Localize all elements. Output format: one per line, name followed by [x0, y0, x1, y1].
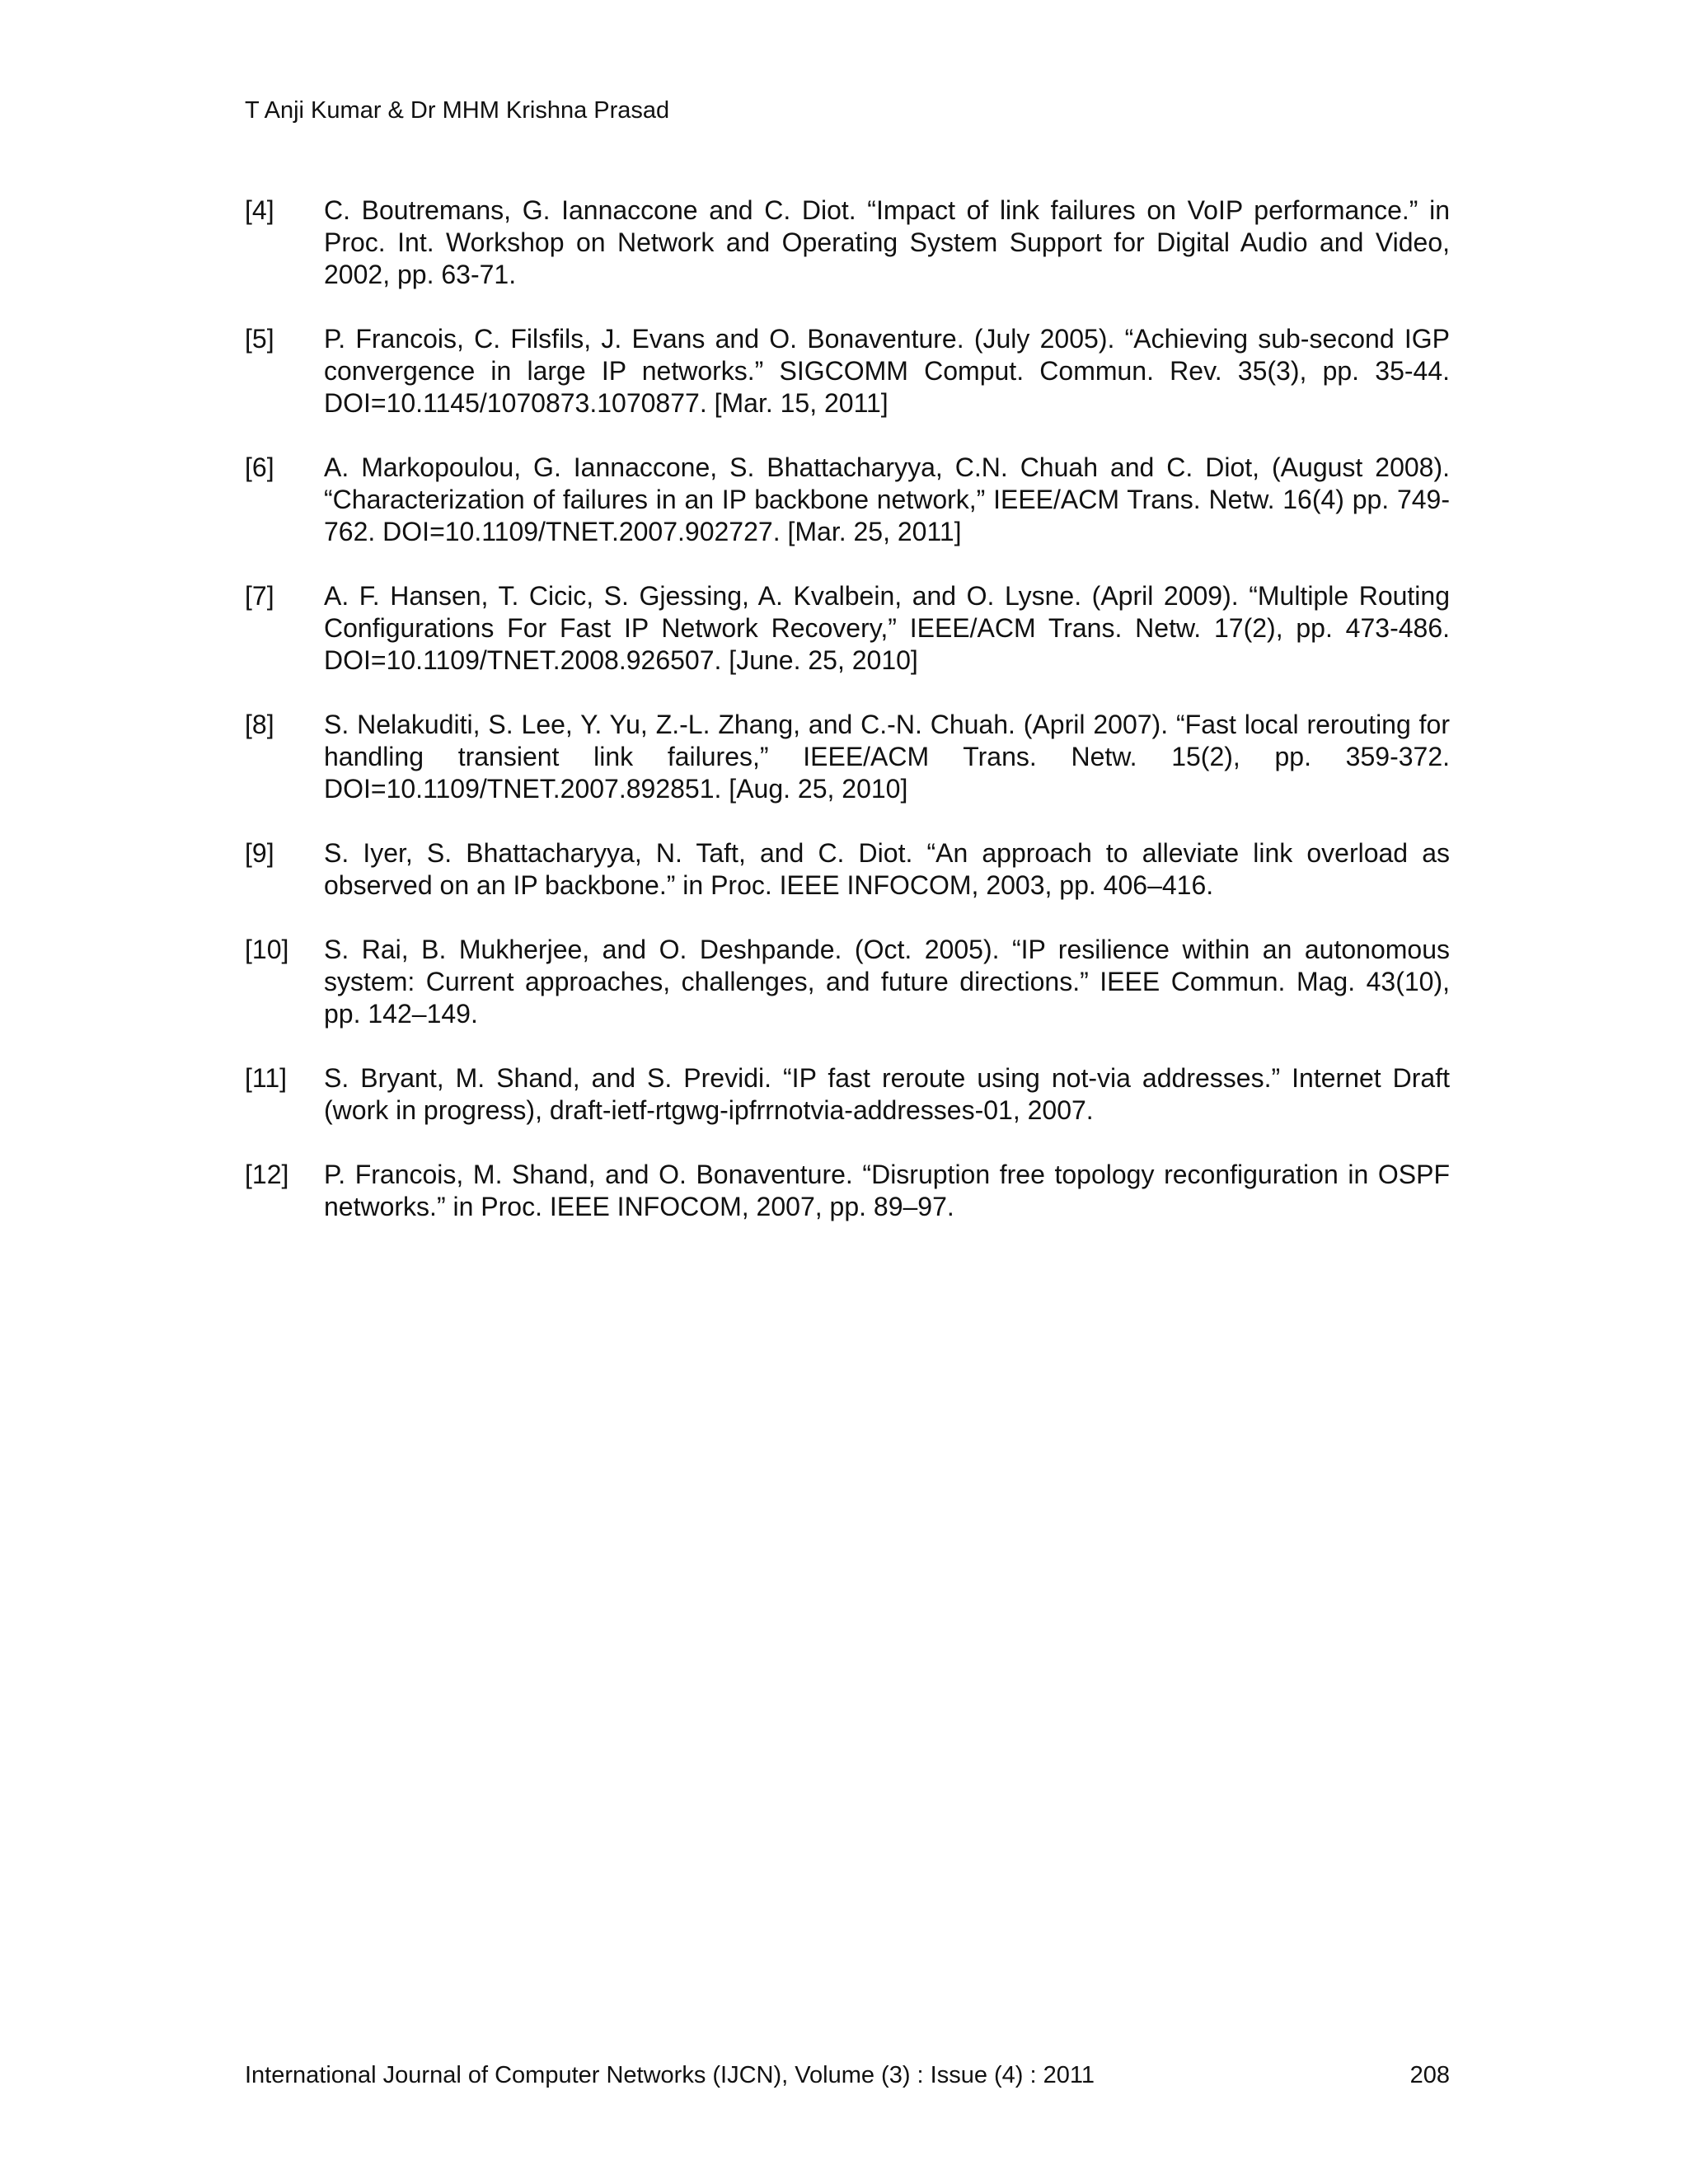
reference-number: [9]	[245, 838, 274, 868]
reference-11	[245, 1062, 1450, 1127]
reference-number: [6]	[245, 452, 274, 482]
reference-number: [10]	[245, 935, 289, 964]
reference-12	[245, 1159, 1450, 1223]
journal-citation: International Journal of Computer Networks (IJCN), Volume (3) : Issue (4) : 2011	[245, 2062, 1095, 2088]
reference-text: S. Bryant, M. Shand, and S. Previdi. “IP fast reroute using not-via addresses.” Internet Draft (work in progress), draft-ietf-rtgwg-ipfrrnotvia-addresses-01, 2007.	[324, 1063, 1450, 1125]
reference-4	[245, 194, 1450, 291]
reference-text: S. Rai, B. Mukherjee, and O. Deshpande. (Oct. 2005). “IP resilience within an autonomous system: Current approaches, challenges, and future directions.” IEEE Commun. Mag. 43(10), pp. 142–149.	[324, 935, 1450, 1029]
reference-9	[245, 837, 1450, 902]
reference-number: [7]	[245, 581, 274, 611]
reference-text: A. Markopoulou, G. Iannaccone, S. Bhattacharyya, C.N. Chuah and C. Diot, (August 2008). “Characterization of failures in an IP backbone network,” IEEE/ACM Trans. Netw. 16(4) pp. 749-762. DOI=10.1109/TNET.2007.902727. [Mar. 25, 2011]	[324, 452, 1450, 546]
reference-text: S. Nelakuditi, S. Lee, Y. Yu, Z.-L. Zhang, and C.-N. Chuah. (April 2007). “Fast local rerouting for handling transient link failures,” IEEE/ACM Trans. Netw. 15(2), pp. 359-372. DOI=10.1109/TNET.2007.892851. [Aug. 25, 2010]	[324, 710, 1450, 804]
reference-7	[245, 580, 1450, 677]
page-footer	[245, 2060, 1450, 2090]
reference-5	[245, 323, 1450, 419]
reference-text: A. F. Hansen, T. Cicic, S. Gjessing, A. Kvalbein, and O. Lysne. (April 2009). “Multiple Routing Configurations For Fast IP Network Recovery,” IEEE/ACM Trans. Netw. 17(2), pp. 473-486. DOI=10.1109/TNET.2008.926507. [June. 25, 2010]	[324, 581, 1450, 675]
reference-6	[245, 452, 1450, 548]
reference-text: P. Francois, M. Shand, and O. Bonaventure. “Disruption free topology reconfiguration in OSPF networks.” in Proc. IEEE INFOCOM, 2007, pp. 89–97.	[324, 1160, 1450, 1221]
reference-8	[245, 709, 1450, 805]
reference-number: [5]	[245, 324, 274, 354]
page-number: 208	[1409, 2062, 1450, 2088]
reference-text: P. Francois, C. Filsfils, J. Evans and O. Bonaventure. (July 2005). “Achieving sub-second IGP convergence in large IP networks.” SIGCOMM Comput. Commun. Rev. 35(3), pp. 35-44. DOI=10.1145/1070873.1070877. [Mar. 15, 2011]	[324, 324, 1450, 418]
reference-text: S. Iyer, S. Bhattacharyya, N. Taft, and C. Diot. “An approach to alleviate link overload as observed on an IP backbone.” in Proc. IEEE INFOCOM, 2003, pp. 406–416.	[324, 838, 1450, 900]
reference-list	[245, 194, 1450, 1255]
running-header: T Anji Kumar & Dr MHM Krishna Prasad	[245, 97, 670, 124]
reference-number: [11]	[245, 1063, 287, 1093]
reference-text: C. Boutremans, G. Iannaccone and C. Diot. “Impact of link failures on VoIP performance.” in Proc. Int. Workshop on Network and Operating System Support for Digital Audio and Video, 2002, pp. 63-71.	[324, 195, 1450, 289]
reference-number: [8]	[245, 710, 274, 739]
reference-number: [4]	[245, 195, 274, 225]
reference-10	[245, 934, 1450, 1030]
reference-number: [12]	[245, 1160, 289, 1189]
